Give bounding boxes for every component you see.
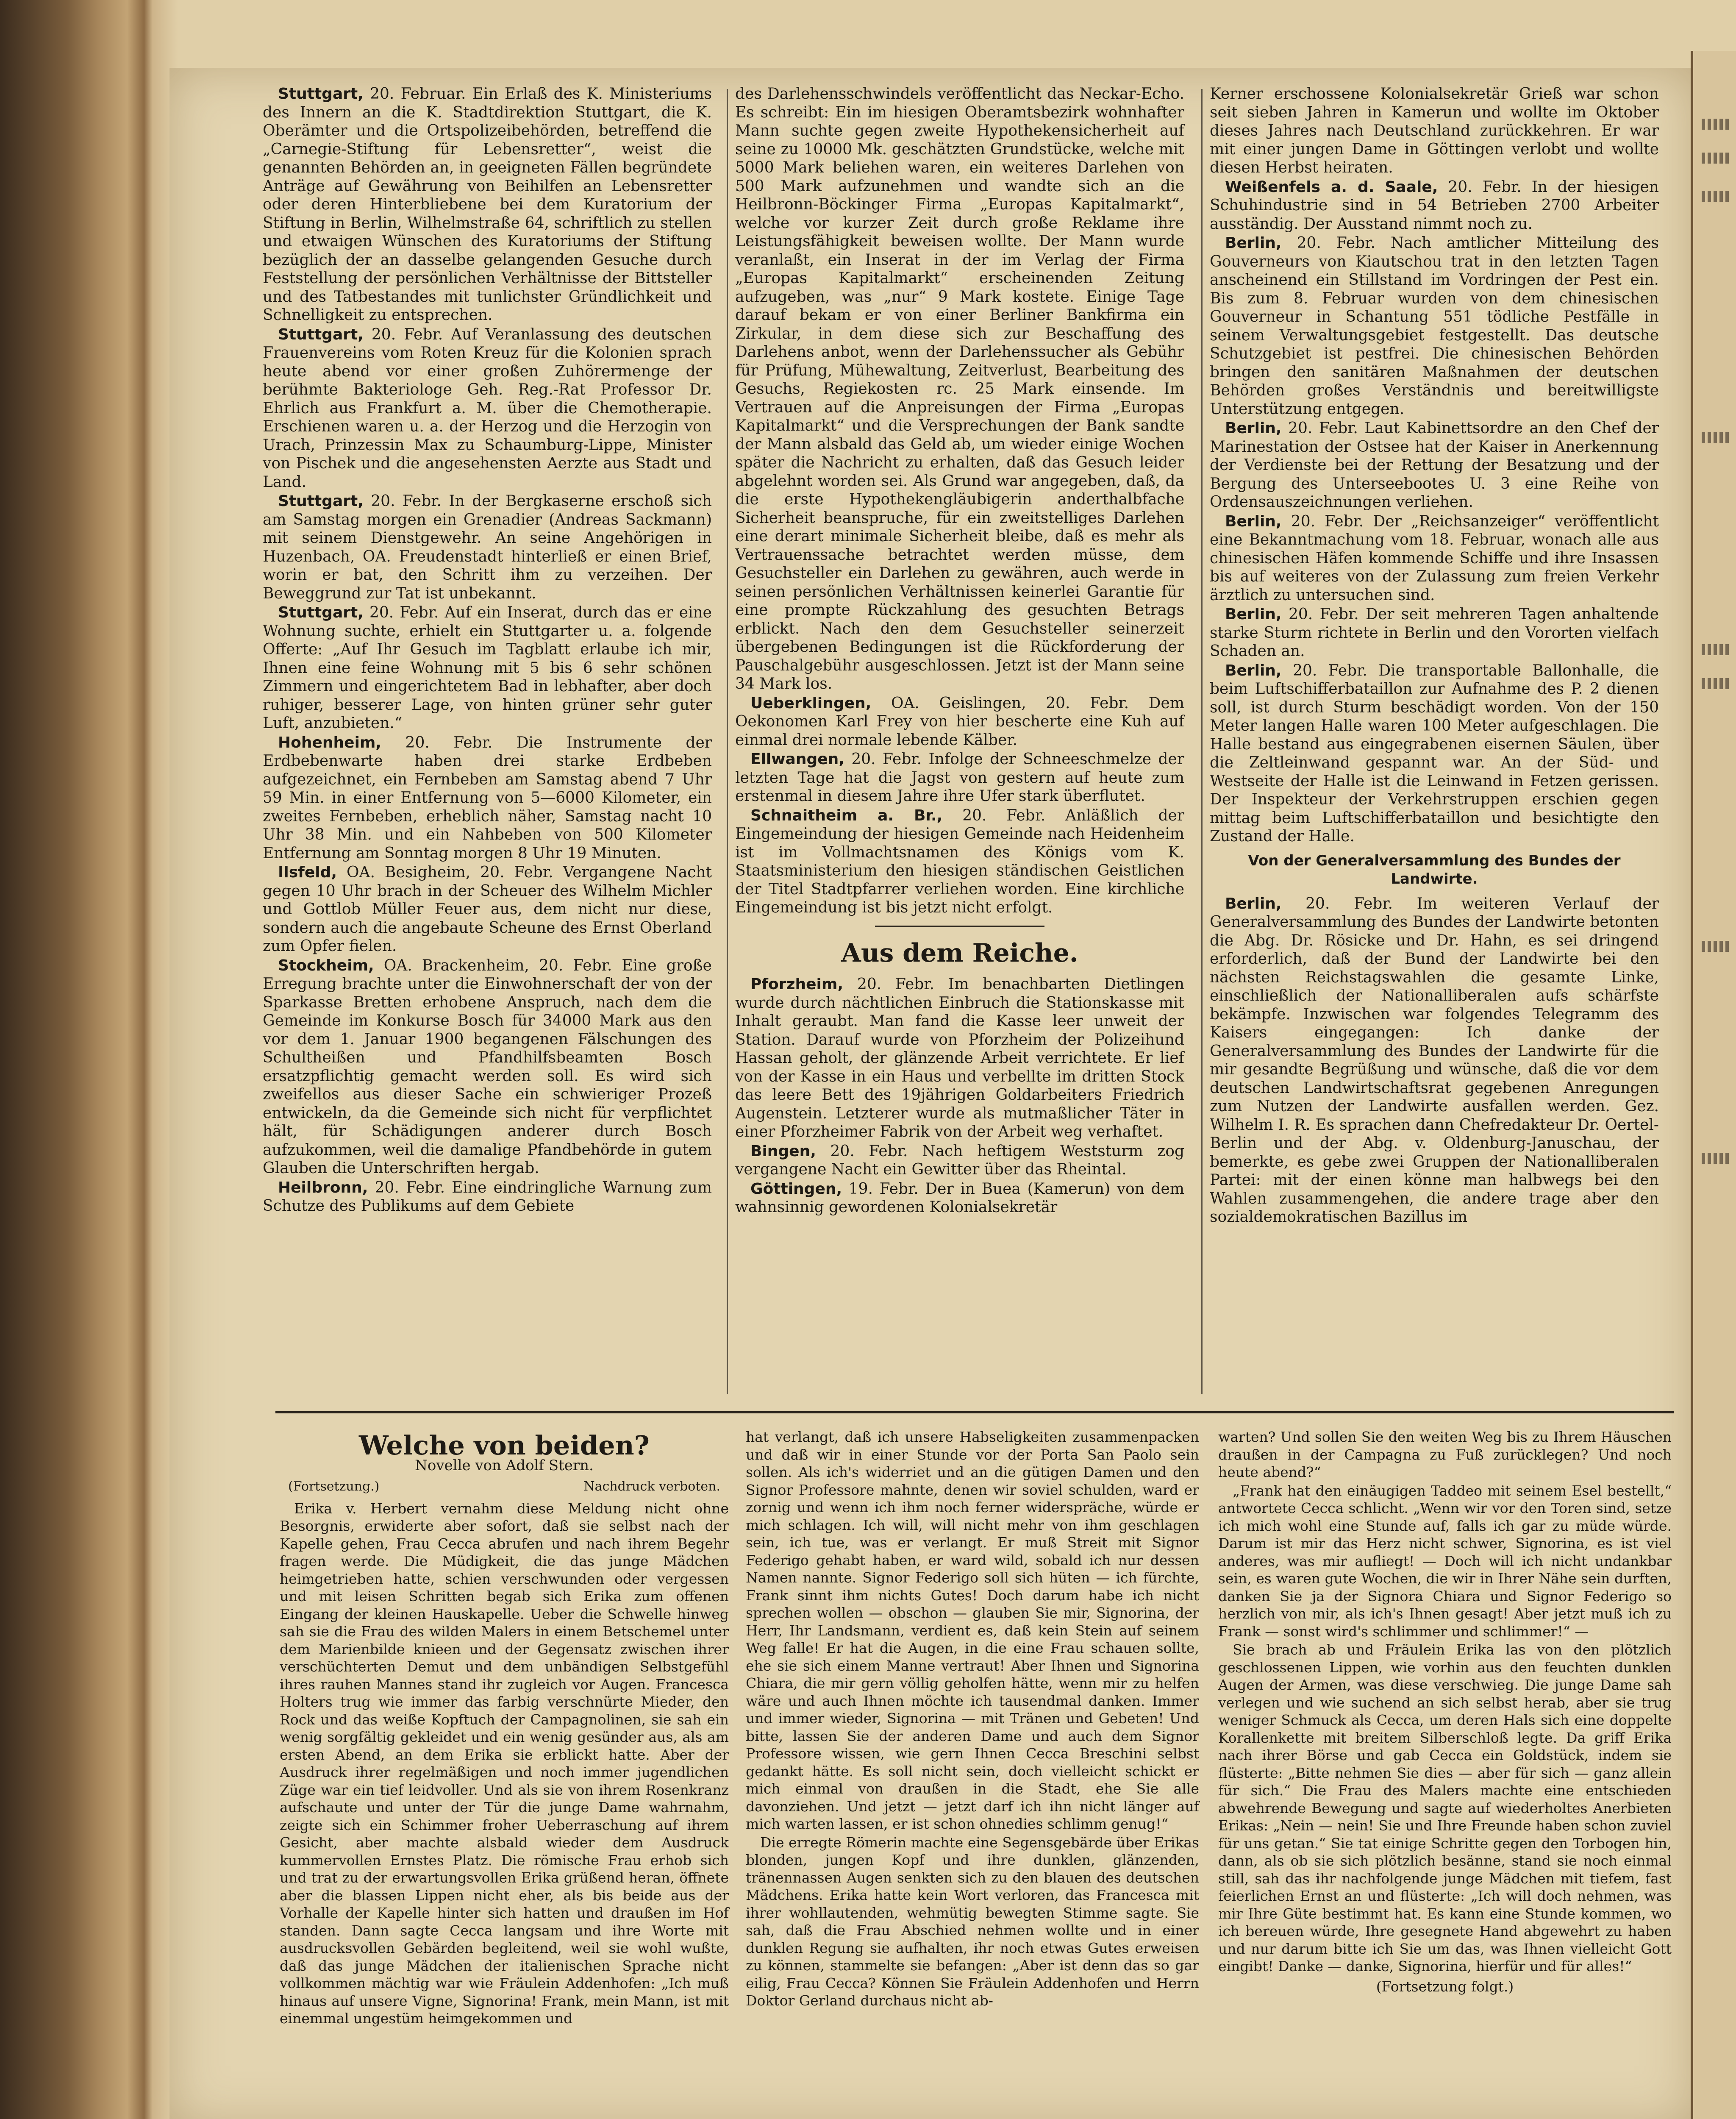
section-divider [875, 926, 1044, 927]
news-item: Kerner erschossene Kolonialsekretär Grieß war schon seit sieben Jahren in Kamerun und wollte im Oktober dieses Jahres nach Deutschland zurückkehren. Er war mit einer jungen Dame in Göttingen verlobt und wollte diesen Herbst heiraten. [1210, 85, 1659, 176]
news-item: Stockheim, OA. Brackenheim, 20. Febr. Eine große Erregung brachte unter die Einwohnerschaft der von der Sparkasse Bretten erhobene Anspruch, nach dem die Gemeinde im Konkurse Bosch für 34000 Mark aus den vor dem 1. Januar 1900 begangenen Fälschungen des Schultheißen und Pfandhilfsbeamten Bosch ersatzpflichtig gemacht werden soll. Es wird sich zweifellos aus dieser Sache ein schwieriger Prozeß entwickeln, da die Gemeinde sich nicht für verpflichtet hält, für Schädigungen anderer durch Bosch aufzukommen, weil die damalige Pfandbehörde in gutem Glauben die Unterschriften hergab. [263, 957, 712, 1177]
feuilleton-column-3 [1218, 1428, 1672, 1995]
column-rule [1201, 89, 1203, 1394]
continuation-note: (Fortsetzung.) [288, 1479, 380, 1494]
novel-paragraph: hat verlangt, daß ich unsere Habseligkeiten zusammenpacken und daß wir in einer Stunde vor der Porta San Paolo sein sollen. Als ich's widerriet und an die gütigen Damen und den Signor Professore mahnte, denen wir soviel schulden, ward er zornig und wenn ich ihm noch ferner widerspräche, würde er mich schlagen. Ich will, will nicht mehr von ihm geschlagen sein, ich tue, was er verlangt. Er muß Streit mit Signor Federigo gehabt haben, er ward wild, sobald ich nur dessen Namen nannte. Signor Federigo soll sich hüten — ich fürchte, Frank sinnt ihm nichts Gutes! Doch darum habe ich nicht sprechen wollen — obschon — glauben Sie mir, Signorina, der Herr, Ihr Landsmann, verdient es, daß kein Stein auf seinem Weg falle! Er hat die Augen, in die eine Frau schauen sollte, ehe sie sich einem Manne vertraut! Aber Ihnen und Signorina Chiara, die mir gern völlig geholfen hätte, wenn mir zu helfen wäre und auch Ihnen möchte ich tausendmal danken. Immer und immer wieder, Signorina — mit Tränen und Gebeten! Und bitte, lassen Sie der anderen Dame und auch dem Signor Professore wissen, wie gern Ihnen Cecca Breschini selbst gedankt hätte. Es soll nicht sein, doch vielleicht schickt er mich einmal von draußen in die Stadt, ehe Sie alle davonziehen. Und jetzt — jetzt darf ich ihn nicht länger auf mich warten lassen, er ist schon ohnedies schlimm genug!“ [746, 1429, 1199, 1832]
news-item: Weißenfels a. d. Saale, 20. Febr. In der hiesigen Schuhindustrie sind in 54 Betrieben 2700 Arbeiter ausständig. Der Ausstand nimmt noch zu. [1210, 178, 1659, 233]
news-item: Hohenheim, 20. Febr. Die Instrumente der Erdbebenwarte haben drei starke Erdbeben aufgezeichnet, ein Fernbeben am Samstag abend 7 Uhr 59 Min. in einer Entfernung von 5—6000 Kilometer, ein zweites Fernbeben, erheblich näher, Samstag nacht 10 Uhr 38 Min. und ein Nahbeben von 500 Kilometer Entfernung am Sonntag morgen 8 Uhr 19 Minuten. [263, 734, 712, 862]
news-column-1 [263, 85, 712, 1399]
news-item: Berlin, 20. Febr. Der „Reichsanzeiger“ veröffentlicht eine Bekanntmachung vom 18. Februar, wonach alle aus chinesischen Häfen kommende Schiffe und ihre Insassen bis auf weiteres von der Zulassung zum freien Verkehr ärztlich zu untersuchen sind. [1210, 512, 1659, 604]
news-item: Ellwangen, 20. Febr. Infolge der Schneeschmelze der letzten Tage hat die Jagst von gestern auf heute zum erstenmal in diesem Jahre ihre Ufer stark überflutet. [735, 751, 1184, 805]
subheading: Von der Generalversammlung des Bundes der Landwirte. [1248, 852, 1621, 887]
news-item: Stuttgart, 20. Febr. In der Bergkaserne erschoß sich am Samstag morgen ein Grenadier (Andreas Sackmann) mit seinem Dienstgewehr. An seine Angehörigen in Huzenbach, OA. Freudenstadt hinterließ er einen Brief, worin er bat, den Schritt ihm zu verzeihen. Der Beweggrund zur Tat ist unbekannt. [263, 492, 712, 602]
novel-paragraph: Die erregte Römerin machte eine Segensgebärde über Erikas blonden, jungen Kopf und ihre dunklen, glänzenden, tränennassen Augen senkten sich zu den blauen des deutschen Mädchens. Erika hatte kein Wort verloren, das Francesca mit ihrer wohllautenden, wehmütig bewegten Stimme sagte. Sie sah, daß die Frau Abschied nehmen wollte und in einer dunklen Regung sie aufhalten, ihr noch etwas Gutes erweisen zu können, stammelte sie befangen: „Aber ist denn das so gar eilig, Frau Cecca? Können Sie Fräulein Addenhofen und Herrn Doktor Gerland durchaus nicht ab- [746, 1834, 1199, 2009]
news-item: Heilbronn, 20. Febr. Eine eindringliche Warnung zum Schutze des Publikums auf dem Gebiete [263, 1179, 712, 1215]
news-item: Berlin, 20. Febr. Im weiteren Verlauf der Generalversammlung des Bundes der Landwirte betonten die Abg. Dr. Rösicke und Dr. Hahn, es sei dringend erforderlich, daß der Bund der Landwirte bei den nächsten Reichstagswahlen die gesamte Linke, einschließlich der Nationalliberalen aufs schärfste bekämpfe. Inzwischen war folgendes Telegramm des Kaisers eingegangen: Ich danke der Generalversammlung des Bundes der Landwirte für die mir gesandte Begrüßung und wünsche, daß die vor dem deutschen Landwirtschaftsrat gegebenen Anregungen zum Nutzen der Landwirte ausfallen werden. Gez. Wilhelm I. R. Es sprachen dann Chefredakteur Dr. Oertel-Berlin und der Abg. v. Oldenburg-Januschau, der bemerkte, es gebe zwei Gruppen der Nationalliberalen Partei: mit der einen könne man halbwegs bei den Wahlen zusammengehen, die andere trage aber den sozialdemokratischen Bazillus im [1210, 895, 1659, 1226]
news-item: Stuttgart, 20. Februar. Ein Erlaß des K. Ministeriums des Innern an die K. Stadtdirektion Stuttgart, die K. Oberämter und die Ortspolizeibehörden, betreffend die „Carnegie-Stiftung für Lebensretter“, weist die genannten Behörden an, in geeigneten Fällen begründete Anträge auf Gewährung von Beihilfen an Lebensretter oder deren Hinterbliebene bei dem Kuratorium der Stiftung in Berlin, Wilhelmstraße 64, schriftlich zu stellen und etwaigen Wünschen des Kuratoriums der Stiftung bezüglich der an dasselbe gelangenden Gesuche durch Feststellung der persönlichen Verhältnisse der Bittsteller und des Tatbestandes mit tunlichster Gründlichkeit und Schnelligkeit zu entsprechen. [263, 85, 712, 324]
news-item: Berlin, 20. Febr. Nach amtlicher Mitteilung des Gouverneurs von Kiautschou trat in den letzten Tagen anscheinend ein Stillstand im Vordringen der Pest ein. Bis zum 8. Februar wurden von dem chinesischen Gouverneur in Schantung 551 tödliche Pestfälle in seinem Verwaltungsgebiet festgestellt. Das deutsche Schutzgebiet ist pestfrei. Die chinesischen Behörden bringen den sanitären Maßnahmen der deutschen Behörden großes Verständnis und bereitwilligste Unterstützung entgegen. [1210, 234, 1659, 418]
adjacent-page-edge [1691, 51, 1736, 2119]
news-item: Berlin, 20. Febr. Die transportable Ballonhalle, die beim Luftschifferbataillon zur Aufnahme des P. 2 dienen soll, ist durch Sturm beschädigt worden. Von der 150 Meter langen Halle waren 100 Meter aufgeschlagen. Die Halle bestand aus eingegrabenen eisernen Säulen, über die Zeltleinwand gespannt war. An der Süd- und Westseite der Halle ist die Leinwand in Fetzen gerissen. Der Inspekteur der Verkehrstruppen erschien gegen mittag beim Luftschifferbataillon und besichtigte den Zustand der Halle. [1210, 662, 1659, 845]
news-item: Stuttgart, 20. Febr. Auf Veranlassung des deutschen Frauenvereins vom Roten Kreuz für die Kolonien sprach heute abend vor einer großen Zuhörermenge der berühmte Bakteriologe Geh. Reg.-Rat Professor Dr. Ehrlich aus Frankfurt a. M. über die Chemotherapie. Erschienen waren u. a. der Herzog und die Herzogin von Urach, Prinzessin Max zu Schaumburg-Lippe, Minister von Pischek und die angesehensten Aerzte aus Stadt und Land. [263, 325, 712, 491]
reprint-note: Nachdruck verboten. [583, 1479, 720, 1494]
news-item: Bingen, 20. Febr. Nach heftigem Weststurm zog vergangene Nacht ein Gewitter über das Rheintal. [735, 1142, 1184, 1178]
novel-paragraph: „Frank hat den einäugigen Taddeo mit seinem Esel bestellt,“ antwortete Cecca schlicht. „Wenn wir vor den Toren sind, setze ich mich wohl eine Stunde auf, falls ich gar zu müde würde. Darum ist mir das Herz nicht schwer, Signorina, es ist viel anderes, was mir aufliegt! — Doch will ich nicht undankbar sein, es waren gute Wochen, die wir in Ihrer Nähe sein durften, danken Sie ja der Signora Chiara und Signor Federigo so herzlich von mir, als ich's Ihnen gesagt! Aber jetzt muß ich zu Frank — sonst wird's schlimmer und schlimmer!“ — [1218, 1482, 1672, 1640]
news-item: Ilsfeld, OA. Besigheim, 20. Febr. Vergangene Nacht gegen 10 Uhr brach in der Scheuer des Wilhelm Michler und Gottlob Müller Feuer aus, dem nicht nur diese, sondern auch die angebaute Scheune des Ernst Oberland zum Opfer fielen. [263, 864, 712, 955]
news-item: Berlin, 20. Febr. Laut Kabinettsordre an den Chef der Marinestation der Ostsee hat der Kaiser in Anerkennung der Verdienste bei der Rettung der Besatzung und der Bergung des Unterseebootes U. 3 eine Reihe von Ordensauszeichnungen verliehen. [1210, 420, 1659, 511]
novel-subtitle: Novelle von Adolf Stern. [415, 1457, 594, 1474]
news-item: Berlin, 20. Febr. Der seit mehreren Tagen anhaltende starke Sturm richtete in Berlin und den Vororten vielfach Schaden an. [1210, 606, 1659, 660]
news-item: Pforzheim, 20. Febr. Im benachbarten Dietlingen wurde durch nächtlichen Einbruch die Stationskasse mit Inhalt geraubt. Man fand die Kasse leer unweit der Station. Darauf wurde von Pforzheim der Polizeihund Hassan geholt, der glänzende Arbeit verrichtete. Er lief von der Kasse in ein Haus und verbellte im dritten Stock das leere Bett des 19jährigen Goldarbeiters Friedrich Augenstein. Letzterer wurde als mutmaßlicher Täter in einer Pforzheimer Fabrik von der Arbeit weg verhaftet. [735, 976, 1184, 1140]
news-item: Schnaitheim a. Br., 20. Febr. Anläßlich der Eingemeindung der hiesigen Gemeinde nach Heidenheim ist im Vollmachtsnamen des Königs vom K. Staatsministerium den hiesigen ständischen Geistlichen der Titel Stadtpfarrer verliehen worden. Eine kirchliche Eingemeindung ist bis jetzt nicht erfolgt. [735, 806, 1185, 916]
novel-paragraph: Erika v. Herbert vernahm diese Meldung nicht ohne Besorgnis, erwiderte aber sofort, daß sie selbst nach der Kapelle gehen, Frau Cecca abrufen und nach ihrem Begehr fragen werde. Die Müdigkeit, die das junge Mädchen heimgetrieben hatte, schien verschwunden oder vergessen und mit leisen Schritten begab sich Erika zum offenen Eingang der kleinen Hauskapelle. Ueber die Schwelle hinweg sah sie die Frau des wilden Malers in einem Betschemel unter dem Marienbilde knieen und der Gegensatz zwischen ihrer verschüchterten Demut und dem unbändigen Selbstgefühl ihres rauhen Mannes stand ihr zugleich vor Augen. Francesca Holters trug wie immer das farbig verschnürte Mieder, den Rock und das weiße Kopftuch der Campagnolinen, sie sah ein wenig sorgfältig gekleidet und ein wenig gesünder aus, als am ersten Abend, an dem Erika sie erblickt hatte. Aber der Ausdruck ihrer regelmäßigen und noch immer jugendlichen Züge war ein tief leidvoller. Und als sie von ihrem Rosenkranz aufschaute und unter der Tür die junge Dame wahrnahm, zeigte sich ein Schimmer froher Ueberraschung auf ihrem Gesicht, aber machte alsbald wieder dem Ausdruck kummervollen Ernstes Platz. Die römische Frau erhob sich und trat zu der erwartungsvollen Erika grüßend heran, öffnete aber die blassen Lippen nicht eher, als bis beide aus der Vorhalle der Kapelle hinter sich hatten und draußen im Hof standen. Dann sagte Cecca langsam und ihre Worte mit ausdrucksvollen Gebärden begleitend, weil sie wohl wußte, daß das junge Mädchen der italienischen Sprache nicht vollkommen mächtig war wie Fräulein Addenhofen: „Ich muß hinaus auf unsere Vigne, Signorina! Frank, mein Mann, ist mit einemmal ungestüm heimgekommen und [280, 1500, 729, 2027]
news-item: des Darlehensschwindels veröffentlicht das Neckar-Echo. Es schreibt: Ein im hiesigen Oberamtsbezirk wohnhafter Mann suchte gegen zweite Hypothekensicherheit auf seine zu 10000 Mk. geschätzten Grundstücke, welche mit 5000 Mark beliehen waren, ein weiteres Darlehen von 500 Mark aufzunehmen und wandte sich an die Heilbronn-Böckinger Firma „Europas Kapitalmarkt“, welche vor kurzer Zeit durch große Reklame ihre Leistungsfähigkeit beweisen wollte. Der Mann wurde veranlaßt, ein Inserat in der im Verlag der Firma „Europas Kapitalmarkt“ erscheinenden Zeitung aufzugeben, was „nur“ 9 Mark kostete. Einige Tage darauf bekam er von einer Berliner Bankfirma ein Zirkular, in dem diese sich zur Beschaffung des Darlehens anbot, wenn der Darlehenssucher als Gebühr für Prüfung, Mühewaltung, Zeitverlust, Bearbeitung des Gesuchs, Regiekosten rc. 25 Mark einsende. Im Vertrauen auf die Anpreisungen der Firma „Europas Kapitalmarkt“ und die Versprechungen der Bank sandte der Mann alsbald das Geld ab, um wieder einige Wochen später die Nachricht zu erhalten, daß das Gesuch leider abgelehnt worden sei. Als Grund war angegeben, daß, da die erste Hypothekengläubigerin anderthalbfache Sicherheit beanspruche, für ein zweitstelliges Darlehen eine derart minimale Sicherheit bleibe, daß es mehr als Vertrauenssache betrachtet werden müsse, dem Gesuchsteller ein Darlehen zu gewähren, auch werde in seinen persönlichen Verhältnissen keinerlei Garantie für eine prompte Rückzahlung des gesuchten Betrags erblickt. Nach den dem Gesuchsteller seinerzeit übergebenen Bedingungen ist die Rückforderung der Pauschalgebühr ausgeschlossen. Jetzt ist der Mann seine 34 Mark los. [735, 85, 1184, 692]
to-be-continued: (Fortsetzung folgt.) [1376, 1978, 1514, 1995]
novel-paragraph: Sie brach ab und Fräulein Erika las von den plötzlich geschlossenen Lippen, wie vorhin aus den feuchten dunklen Augen der Armen, was diese verschwieg. Die junge Dame sah verlegen und wie suchend an sich selbst herab, aber sie trug weniger Schmuck als Cecca, um deren Hals sich eine doppelte Korallenkette mit breitem Silberschloß legte. Da griff Erika nach ihrer Börse und gab Cecca ein Goldstück, indem sie flüsterte: „Bitte nehmen Sie dies — aber für sich — ganz allein für sich.“ Die Frau des Malers machte eine entschieden abwehrende Bewegung und sagte auf wiederholtes Anerbieten Erikas: „Nein — nein! Sie und Ihre Freunde haben schon zuviel für uns getan.“ Sie tat einige Schritte gegen den Torbogen hin, dann, als ob sie sich plötzlich besänne, stand sie noch einmal still, sah das ihr nachfolgende junge Mädchen mit tiefem, fast feierlichen Ernst an und flüsterte: „Ich will doch nehmen, was mir Ihre Güte bestimmt hat. Es kann eine Stunde kommen, wo ich bereuen würde, Ihre gesegnete Hand abgewehrt zu haben und nur darum bitte ich Sie um das, was Ihnen vielleicht Gott eingibt! Danke — danke, Signorina, hierfür und für alles!“ [1218, 1641, 1672, 1974]
news-item: Stuttgart, 20. Febr. Auf ein Inserat, durch das er eine Wohnung suchte, erhielt ein Stuttgarter u. a. folgende Offerte: „Auf Ihr Gesuch im Tagblatt erlaube ich mir, Ihnen eine feine Wohnung mit 5 bis 6 sehr schönen Zimmern und eingerichtetem Bad in lebhafter, aber doch ruhiger, besserer Lage, von hinten grüner sehr guter Luft, anzubieten.“ [263, 604, 712, 732]
novel-title: Welche von beiden? [358, 1430, 650, 1461]
news-column-3 [1210, 85, 1659, 1399]
feuilleton-divider [275, 1411, 1674, 1413]
news-item: Göttingen, 19. Febr. Der in Buea (Kamerun) von dem wahnsinnig gewordenen Kolonialsekretär [735, 1180, 1184, 1216]
feuilleton-column-2 [746, 1428, 1199, 2011]
news-item: Ueberklingen, OA. Geislingen, 20. Febr. Dem Oekonomen Karl Frey von hier bescherte eine Kuh auf einmal drei normale lebende Kälber. [735, 694, 1184, 749]
news-column-2 [735, 85, 1184, 1399]
feuilleton-column-1 [280, 1428, 729, 2028]
novel-paragraph: warten? Und sollen Sie den weiten Weg bis zu Ihrem Häuschen draußen in der Campagna zu Fuß zurücklegen? Und noch heute abend?“ [1218, 1429, 1672, 1480]
section-heading: Aus dem Reiche. [841, 938, 1078, 968]
column-rule [727, 89, 728, 1394]
